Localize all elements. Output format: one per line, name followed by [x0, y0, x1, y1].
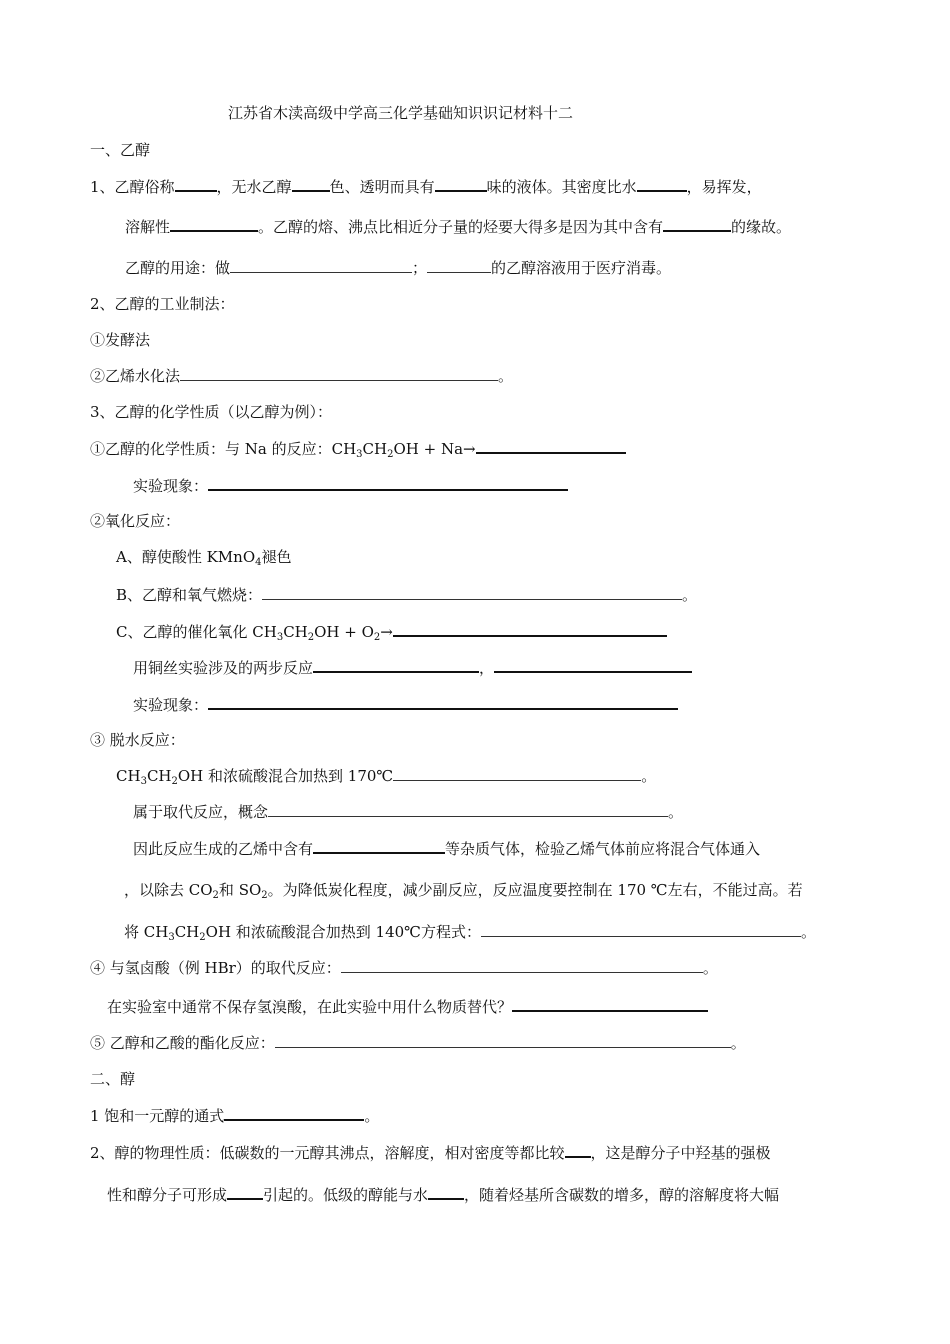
ethylene-hydration-line [90, 366, 513, 386]
text: CH [174, 923, 200, 941]
phenomenon-line-1 [133, 475, 568, 496]
text: 在实验室中通常不保存氢溴酸，在此实验中用什么物质替代？ [107, 998, 513, 1016]
blank-general-formula [224, 1105, 364, 1121]
text: 实验现象： [133, 696, 209, 714]
question-2-heading: 2、乙醇的工业制法： [90, 295, 235, 313]
blank-step-1 [313, 657, 479, 673]
subscript: 2 [212, 890, 219, 901]
blank-ester-equation [275, 1033, 731, 1048]
impurity-line [133, 838, 760, 859]
text: C、乙醇的催化氧化 CH [116, 623, 277, 641]
text: 。 [364, 1107, 380, 1125]
text: 2、醇的物理性质：低碳数的一元醇其沸点，溶解度，相对密度等都比较 [90, 1144, 565, 1162]
text: 。 [641, 767, 657, 785]
oxidation-c [116, 621, 667, 642]
text: 实验现象： [133, 477, 209, 495]
substitution-concept [133, 802, 683, 822]
text: ； [412, 259, 428, 277]
text: 。 [730, 1034, 746, 1052]
text: 。 [668, 803, 684, 821]
text: 味的液体。其密度比水 [486, 178, 637, 196]
text: 1、乙醇俗称 [90, 178, 175, 196]
blank-phenomenon-1 [208, 475, 568, 491]
oxidation-a [116, 547, 292, 567]
blank-high [565, 1142, 591, 1158]
blank-solubility [170, 216, 258, 232]
text: 用铜丝实验涉及的两步反应 [133, 659, 314, 677]
text: 。 [498, 367, 514, 385]
section-heading-alcohol: 二、醇 [90, 1070, 136, 1088]
text: → [380, 623, 393, 641]
blank-odor [435, 176, 487, 192]
blank-140-equation [481, 922, 801, 937]
text: ⑤ 乙醇和乙酸的酯化反应： [90, 1034, 275, 1052]
copper-wire-line [133, 657, 692, 678]
dehydration-heading: ③ 脱水反应： [90, 731, 185, 749]
subscript: 3 [356, 449, 363, 460]
subscript: 2 [261, 890, 268, 901]
text: 。为降低炭化程度，减少副反应，反应温度要控制在 170 ℃左右，不能过高。若 [267, 881, 803, 899]
text: ，易挥发， [686, 178, 762, 196]
general-formula-line [90, 1105, 379, 1126]
remove-gas-line [124, 880, 803, 900]
sodium-reaction-line [90, 438, 626, 459]
blank-bond [227, 1184, 263, 1200]
subscript: 2 [373, 632, 381, 643]
blank-common-name [175, 176, 217, 192]
text: 。 [800, 923, 816, 941]
text: ， [479, 659, 495, 677]
question-3-heading: 3、乙醇的化学性质（以乙醇为例）： [90, 403, 333, 421]
blank-use [230, 258, 412, 273]
text: 溶解性 [125, 218, 171, 236]
phenomenon-line-2 [133, 694, 678, 715]
question-1-line-2 [125, 216, 791, 237]
text: 。 [702, 959, 718, 977]
question-1-line-3 [125, 258, 671, 278]
blank-miscible [428, 1184, 464, 1200]
text: A、醇使酸性 KMnO [116, 548, 256, 566]
text: 。 [682, 586, 698, 604]
hydrohalic-acid-line [90, 958, 718, 978]
subscript: 2 [171, 776, 178, 787]
dehydration-170 [116, 766, 656, 786]
blank-concentration [427, 258, 491, 273]
blank-phenomenon-2 [208, 694, 678, 710]
subscript: 2 [387, 449, 394, 460]
text: B、乙醇和氧气燃烧： [116, 586, 263, 604]
document-title: 江苏省木渎高级中学高三化学基础知识识记材料十二 [228, 104, 574, 122]
text: 引起的。低级的醇能与水 [263, 1186, 429, 1204]
physical-properties-line-2 [107, 1184, 779, 1205]
fermentation-method: ①发酵法 [90, 331, 151, 349]
text: OH + O [314, 623, 374, 641]
blank-catalytic-oxidation [393, 621, 667, 637]
text: ，随着烃基所含碳数的增多，醇的溶解度将大幅 [464, 1186, 780, 1204]
dehydration-140 [124, 922, 816, 942]
oxidation-b [116, 585, 697, 605]
text: ④ 与氢卤酸（例 HBr）的取代反应： [90, 959, 341, 977]
blank-concept [268, 802, 668, 817]
text: 乙醇的用途：做 [125, 259, 231, 277]
text: CH [283, 623, 308, 641]
text: 属于取代反应，概念 [133, 803, 269, 821]
subscript: 4 [255, 557, 262, 568]
blank-density [637, 176, 687, 192]
text: ②乙烯水化法 [90, 367, 181, 385]
text: ，以除去 CO [124, 881, 213, 899]
blank-color [292, 176, 330, 192]
text: OH 和浓硫酸混合加热到 170℃ [177, 767, 394, 785]
text: ，无水乙醇 [216, 178, 292, 196]
subscript: 3 [276, 632, 284, 643]
oxidation-heading: ②氧化反应： [90, 512, 181, 530]
physical-properties-line-1 [90, 1142, 771, 1163]
section-heading-ethanol: 一、乙醇 [90, 141, 151, 159]
esterification-line [90, 1033, 746, 1053]
question-1-line-1 [90, 176, 762, 197]
text: CH [116, 767, 141, 785]
text: 的乙醇溶液用于医疗消毒。 [491, 259, 672, 277]
blank-impurity [313, 838, 445, 854]
text: 等杂质气体，检验乙烯气体前应将混合气体通入 [445, 840, 761, 858]
text: 1 饱和一元醇的通式 [90, 1107, 225, 1125]
blank-combustion [262, 585, 682, 600]
blank-sodium-equation [476, 438, 626, 454]
text: ①乙醇的化学性质：与 Na 的反应：CH [90, 440, 357, 458]
text: 将 CH [124, 923, 169, 941]
blank-170-equation [393, 766, 641, 781]
text: CH [146, 767, 172, 785]
hbr-substitute-line [107, 996, 708, 1017]
text: ，这是醇分子中羟基的强极 [590, 1144, 771, 1162]
text: 性和醇分子可形成 [107, 1186, 228, 1204]
blank-step-2 [494, 657, 692, 673]
subscript: 2 [307, 632, 315, 643]
subscript: 3 [168, 932, 175, 943]
text: 色、透明而具有 [329, 178, 435, 196]
text: 和 SO [218, 881, 262, 899]
text: 褪色 [261, 548, 292, 566]
blank-hydration-equation [180, 366, 498, 381]
text: 。乙醇的熔、沸点比相近分子量的烃要大得多是因为其中含有 [258, 218, 664, 236]
text: 的缘故。 [731, 218, 792, 236]
blank-substitute [512, 996, 708, 1012]
subscript: 2 [199, 932, 206, 943]
subscript: 3 [140, 776, 147, 787]
text: OH + Na→ [393, 440, 476, 458]
blank-hydrogen-bond [663, 216, 731, 232]
text: OH 和浓硫酸混合加热到 140℃方程式： [205, 923, 481, 941]
text: 因此反应生成的乙烯中含有 [133, 840, 314, 858]
blank-hbr-equation [341, 958, 703, 973]
text: CH [362, 440, 388, 458]
